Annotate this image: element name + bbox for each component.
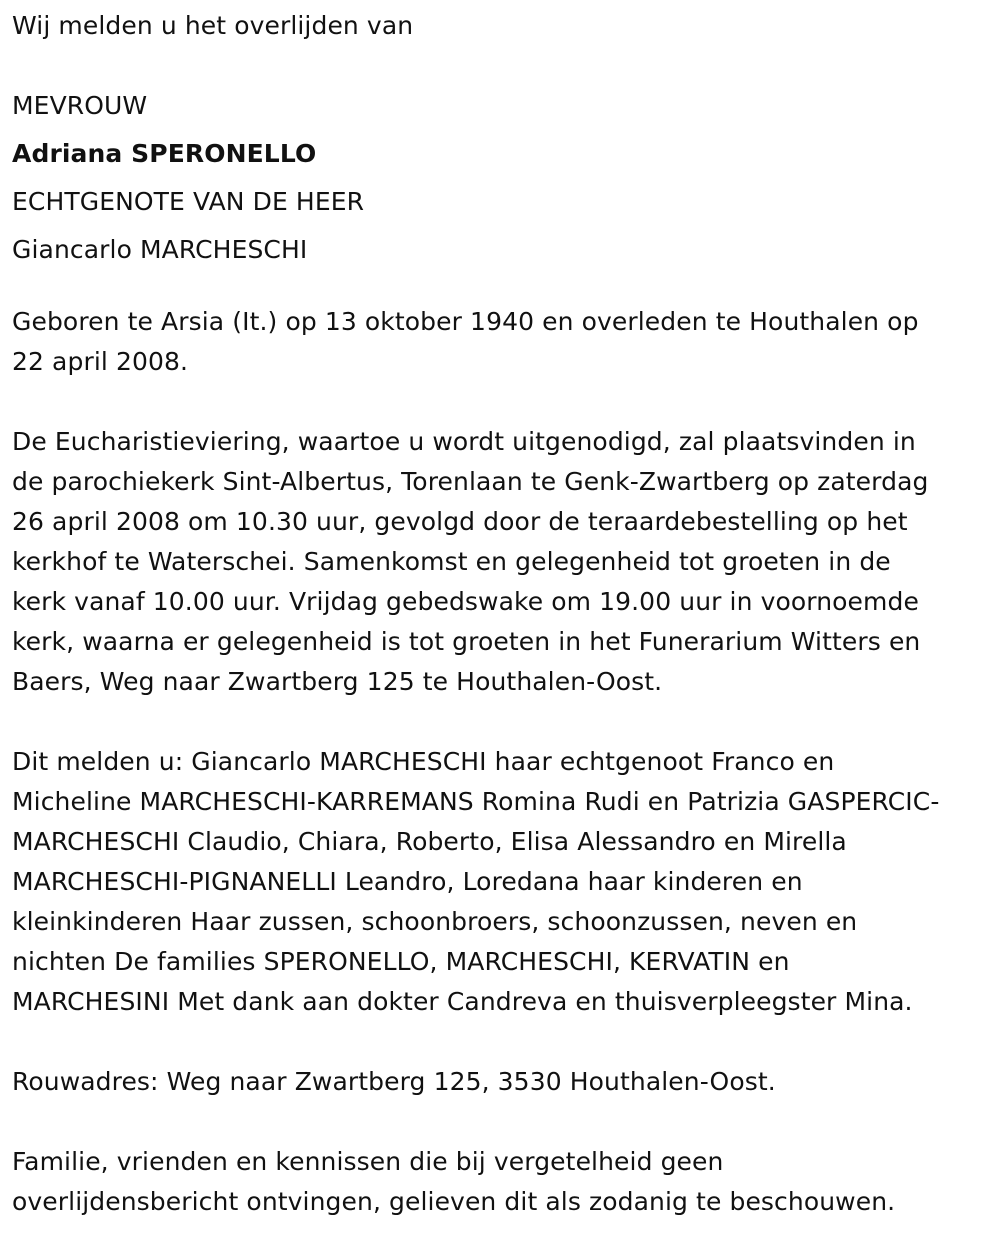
family-paragraph [12, 742, 988, 1022]
relation-line: ECHTGENOTE VAN DE HEER [12, 187, 365, 216]
ceremony-paragraph [12, 422, 988, 702]
paragraph-line: Familie, vrienden en kennissen die bij vergetelheid geen [12, 1147, 724, 1176]
paragraph-line: kleinkinderen Haar zussen, schoonbroers, schoonzussen, neven en [12, 907, 858, 936]
paragraph-line: Dit melden u: Giancarlo MARCHESCHI haar echtgenoot Franco en [12, 747, 835, 776]
deceased-name: Adriana SPERONELLO [12, 139, 317, 168]
closing-paragraph [12, 1142, 988, 1222]
paragraph-line: kerk vanaf 10.00 uur. Vrijdag gebedswake om 19.00 uur in voornoemde [12, 587, 919, 616]
birth-death-paragraph [12, 302, 988, 382]
paragraph-line: MARCHESINI Met dank aan dokter Candreva en thuisverpleegster Mina. [12, 987, 913, 1016]
paragraph-line: kerkhof te Waterschei. Samenkomst en gelegenheid tot groeten in de [12, 547, 891, 576]
spouse-name: Giancarlo MARCHESCHI [12, 235, 308, 264]
paragraph-line: nichten De families SPERONELLO, MARCHESCHI, KERVATIN en [12, 947, 790, 976]
paragraph-line: Micheline MARCHESCHI-KARREMANS Romina Rudi en Patrizia GASPERCIC- [12, 787, 940, 816]
intro-line: Wij melden u het overlijden van [12, 11, 414, 40]
paragraph-line: MARCHESCHI Claudio, Chiara, Roberto, Elisa Alessandro en Mirella [12, 827, 847, 856]
address-paragraph [12, 1062, 988, 1102]
paragraph-line: 26 april 2008 om 10.30 uur, gevolgd door de teraardebestelling op het [12, 507, 908, 536]
paragraph-line: MARCHESCHI-PIGNANELLI Leandro, Loredana haar kinderen en [12, 867, 803, 896]
paragraph-line: De Eucharistieviering, waartoe u wordt uitgenodigd, zal plaatsvinden in [12, 427, 916, 456]
paragraph-line: 22 april 2008. [12, 347, 189, 376]
paragraph-line: Geboren te Arsia (It.) op 13 oktober 1940 en overleden te Houthalen op [12, 307, 919, 336]
paragraph-line: kerk, waarna er gelegenheid is tot groeten in het Funerarium Witters en [12, 627, 921, 656]
paragraph-line: overlijdensbericht ontvingen, gelieven dit als zodanig te beschouwen. [12, 1187, 896, 1216]
paragraph-line: Baers, Weg naar Zwartberg 125 te Houthalen-Oost. [12, 667, 663, 696]
deceased-title-block [12, 82, 988, 274]
paragraph-line: de parochiekerk Sint-Albertus, Torenlaan te Genk-Zwartberg op zaterdag [12, 467, 929, 496]
salutation: MEVROUW [12, 91, 148, 120]
paragraph-line: Rouwadres: Weg naar Zwartberg 125, 3530 Houthalen-Oost. [12, 1067, 776, 1096]
